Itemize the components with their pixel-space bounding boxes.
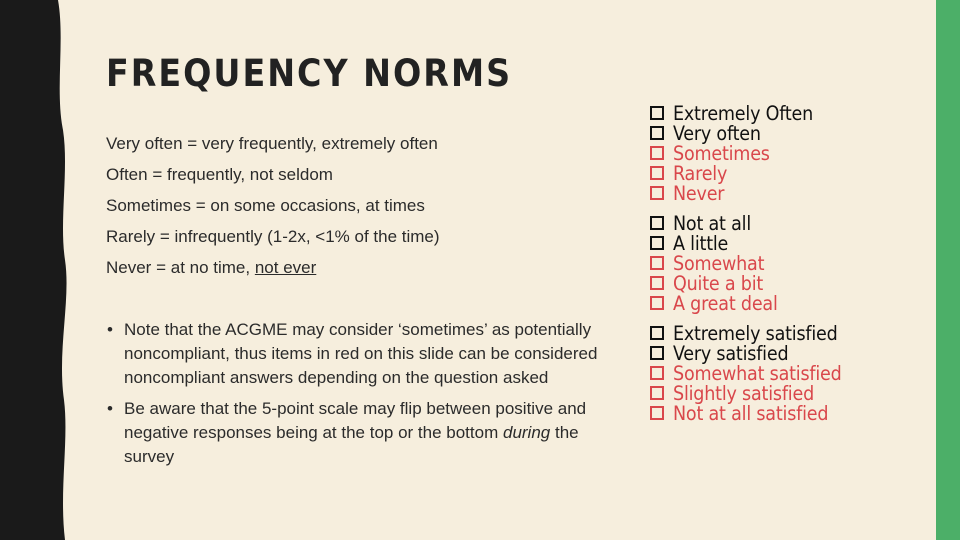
definition-term: Very often <box>106 134 183 153</box>
option-label: Slightly satisfied <box>673 381 815 405</box>
definition-text: = at no time, <box>151 258 255 277</box>
checkbox-icon[interactable] <box>650 386 664 400</box>
checkbox-icon[interactable] <box>650 166 664 180</box>
checkbox-icon[interactable] <box>650 126 664 140</box>
scale-option[interactable] <box>650 363 900 383</box>
checkbox-icon[interactable] <box>650 366 664 380</box>
checkbox-icon[interactable] <box>650 276 664 290</box>
definition-text: = very frequently, extremely often <box>182 134 438 153</box>
option-label: Somewhat satisfied <box>673 361 842 385</box>
definition-text: = frequently, not seldom <box>147 165 333 184</box>
checkbox-icon[interactable] <box>650 146 664 160</box>
option-label: Sometimes <box>673 141 770 165</box>
checkbox-icon[interactable] <box>650 236 664 250</box>
checkbox-icon[interactable] <box>650 106 664 120</box>
note-acgme <box>106 318 606 390</box>
scale-option[interactable] <box>650 403 900 423</box>
option-label: Somewhat <box>673 251 765 275</box>
note-text: Note that the ACGME may consider ‘sometimes’ as potentially noncompliant, thus items in red on this slide can be considered noncompliant answers depending on the question asked <box>124 320 598 387</box>
definition-text: = on some occasions, at times <box>191 196 425 215</box>
checkbox-icon[interactable] <box>650 406 664 420</box>
option-label: Very satisfied <box>673 341 789 365</box>
definition-term: Sometimes <box>106 196 192 215</box>
option-label: Never <box>673 181 725 205</box>
scale-option[interactable] <box>650 343 900 363</box>
checkbox-icon[interactable] <box>650 216 664 230</box>
option-label: Quite a bit <box>673 271 764 295</box>
definitions-list <box>106 133 606 288</box>
option-label: Very often <box>673 121 761 145</box>
torn-edge-shape <box>55 0 85 540</box>
checkbox-icon[interactable] <box>650 296 664 310</box>
frequency-scale <box>650 103 900 203</box>
bullet-marker: • <box>107 399 113 418</box>
note-text-end: the survey <box>124 423 579 466</box>
scale-option[interactable] <box>650 293 900 313</box>
definition-often <box>106 164 606 195</box>
option-label: Rarely <box>673 161 728 185</box>
definition-sometimes <box>106 195 606 226</box>
satisfaction-scale <box>650 323 900 423</box>
option-label: A little <box>673 231 729 255</box>
scale-option[interactable] <box>650 143 900 163</box>
slide-title: FREQUENCY NORMS <box>106 52 513 95</box>
note-emphasis: during <box>502 423 551 442</box>
checkbox-icon[interactable] <box>650 186 664 200</box>
definition-term: Never <box>106 258 152 277</box>
option-label: Extremely Often <box>673 101 814 125</box>
definition-very-often <box>106 133 606 164</box>
checkbox-icon[interactable] <box>650 346 664 360</box>
definition-term: Often <box>106 165 148 184</box>
checkbox-icon[interactable] <box>650 326 664 340</box>
accent-bar <box>936 0 960 540</box>
option-label: Not at all <box>673 211 751 235</box>
note-text: Be aware that the 5-point scale may flip between positive and negative responses being at the top or the bottom <box>124 399 587 442</box>
checkbox-icon[interactable] <box>650 256 664 270</box>
definition-underlined-text: not ever <box>254 258 317 277</box>
option-label: Not at all satisfied <box>673 401 829 425</box>
option-label: A great deal <box>673 291 778 315</box>
scale-option[interactable] <box>650 183 900 203</box>
scale-option[interactable] <box>650 233 900 253</box>
scale-option[interactable] <box>650 103 900 123</box>
response-scales <box>650 103 900 433</box>
option-label: Extremely satisfied <box>673 321 838 345</box>
scale-option[interactable] <box>650 383 900 403</box>
notes-list <box>106 318 606 476</box>
scale-option[interactable] <box>650 123 900 143</box>
scale-option[interactable] <box>650 253 900 273</box>
scale-option[interactable] <box>650 273 900 293</box>
scale-option[interactable] <box>650 213 900 233</box>
scale-option[interactable] <box>650 323 900 343</box>
definition-text: = infrequently (1-2x, <1% of the time) <box>155 227 440 246</box>
bullet-marker: • <box>107 320 113 339</box>
note-scale-flip <box>106 397 606 469</box>
definition-rarely <box>106 226 606 257</box>
scale-option[interactable] <box>650 163 900 183</box>
definition-never <box>106 257 606 288</box>
extent-scale <box>650 213 900 313</box>
definition-term: Rarely <box>106 227 156 246</box>
